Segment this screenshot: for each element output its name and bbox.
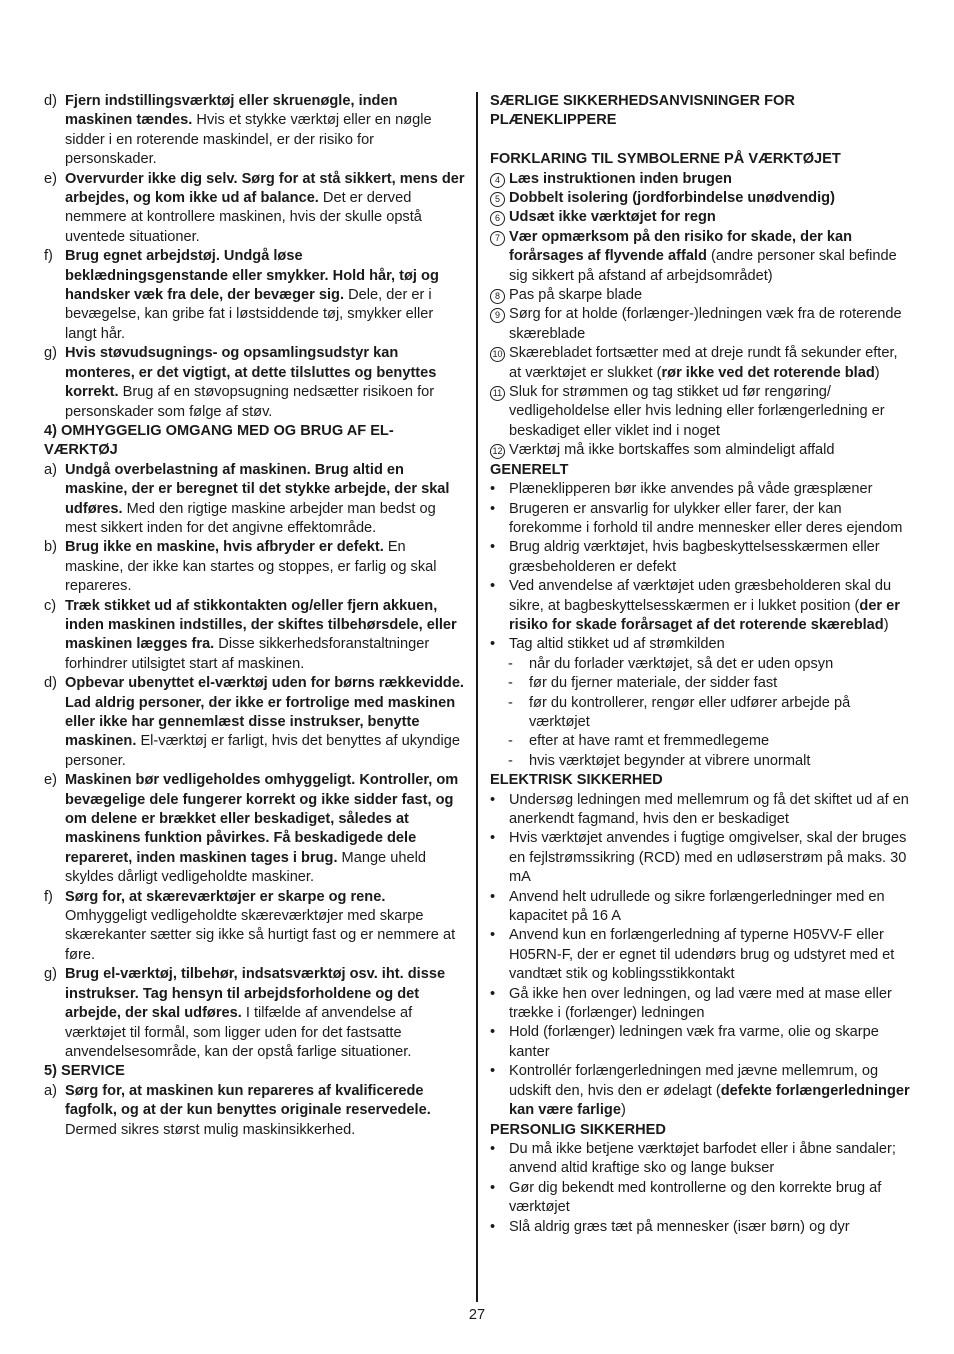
circled-number-icon: 12 xyxy=(490,444,505,459)
right-column xyxy=(490,92,910,1237)
item-bold-text: Opbevar ubenyttet el-værktøj uden for børns rækkevidde. Lad aldrig personer, der ikke er fortrolige med maskinen eller ikke har gennemlæst disse instrukser, benytte maskinen. xyxy=(65,675,464,750)
numbered-item xyxy=(44,170,466,248)
list-text: ) xyxy=(883,616,889,633)
list-text: Hvis værktøjet anvendes i fugtige omgivelser, skal der bruges en fejlstrømssikring (RCD) med en udløserstrøm på maks. 30 mA xyxy=(509,830,907,886)
dash-item xyxy=(490,732,910,751)
bullet-item xyxy=(490,635,910,654)
circled-number-icon: 4 xyxy=(490,173,505,188)
list-text: Slå aldrig græs tæt på mennesker (især børn) og dyr xyxy=(509,1218,850,1235)
list-text: før du kontrollerer, rengør eller udfører arbejde på værktøjet xyxy=(529,694,851,730)
list-text: Gå ikke hen over ledningen, og lad være med at mase eller trække i (forlænger) ledningen xyxy=(509,985,892,1022)
bullet-icon: • xyxy=(490,1063,496,1080)
circled-number-icon: 10 xyxy=(490,347,505,362)
bullet-icon: • xyxy=(490,985,496,1002)
symbol-bold-text: Dobbelt isolering (jordforbindelse unødvendig) xyxy=(509,190,835,207)
list-text: Anvend helt udrullede og sikre forlængerledninger med en kapacitet på 16 A xyxy=(509,888,885,925)
item-label: c) xyxy=(44,597,57,614)
circled-number-icon: 8 xyxy=(490,289,505,304)
item-bold-text: Træk stikket ud af stikkontakten og/eller fjern akkuen, inden maskinen indstilles, der skiftes tilbehørsdele, eller maskinen lægges fra. xyxy=(65,597,457,653)
list-text: hvis værktøjet begynder at vibrere unormalt xyxy=(529,752,811,769)
bullet-icon: • xyxy=(490,481,496,498)
numbered-item xyxy=(44,461,466,539)
list-text: Du må ikke betjene værktøjet barfodet eller i åbne sandaler; anvend altid kraftige sko og lange bukser xyxy=(509,1140,896,1177)
item-text: Disse sikkerhedsforanstaltninger forhindrer utilsigtet start af maskinen. xyxy=(65,636,430,672)
numbered-item xyxy=(44,597,466,675)
list-text: ) xyxy=(620,1102,626,1119)
item-text: Med den rigtige maskine arbejder man bedst og mest sikkert inden for det angivne effektområde. xyxy=(65,500,436,536)
item-label: e) xyxy=(44,170,57,187)
item-bold-text: Maskinen bør vedligeholdes omhyggeligt. Kontroller, om bevægelige dele fungerer korrekt og ikke sidder fast, og om delene er brækket eller beskadiget, således at maskinens funktion påvirkes. Få beskadigede dele repareret, inden maskinen tages i brug. xyxy=(65,772,459,866)
symbol-bold-text: Vær opmærksom på den risiko for skade, der kan forårsages af flyvende affald xyxy=(509,228,853,265)
dash-icon: - xyxy=(508,752,513,769)
circled-number-icon: 6 xyxy=(490,211,505,226)
numbered-item xyxy=(44,1082,466,1140)
item-label: g) xyxy=(44,345,57,362)
item-text: Omhyggeligt vedligeholdte skæreværktøjer med skarpe skærekanter sætter sig ikke så hurtigt fast og er nemmere at føre. xyxy=(65,908,456,963)
symbol-text: (andre personer skal befinde sig sikkert på afstand af arbejdsområdet) xyxy=(509,248,897,284)
list-text: Plæneklipperen bør ikke anvendes på våde græsplæner xyxy=(509,481,873,498)
list-text: efter at have ramt et fremmedlegeme xyxy=(529,733,770,750)
bullet-item xyxy=(490,1218,910,1237)
item-label: g) xyxy=(44,966,57,983)
numbered-item xyxy=(44,538,466,596)
section-heading: 5) SERVICE xyxy=(44,1063,125,1080)
bullet-icon: • xyxy=(490,1140,496,1157)
item-bold-text: Fjern indstillingsværktøj eller skruenøgle, inden maskinen tændes. xyxy=(65,93,398,129)
symbol-bold-text: Udsæt ikke værktøjet for regn xyxy=(509,209,716,226)
item-text: Mange uheld skyldes dårligt vedligeholdte maskiner. xyxy=(65,849,426,886)
circled-number-icon: 11 xyxy=(490,386,505,401)
numbered-item xyxy=(44,92,466,170)
symbol-bold-text: rør ikke ved det roterende blad xyxy=(661,364,875,381)
item-bold-text: Overvurder ikke dig selv. Sørg for at stå sikkert, mens der arbejdes, og kom ikke ud af balance. xyxy=(65,170,465,207)
numbered-item xyxy=(44,247,466,344)
numbered-item xyxy=(44,771,466,887)
item-text: Brug af en støvopsugning nedsætter risikoen for personskader som følge af støv. xyxy=(65,384,435,420)
bullet-item xyxy=(490,1062,910,1120)
list-text: før du fjerner materiale, der sidder fast xyxy=(529,675,778,692)
bullet-item xyxy=(490,926,910,984)
bullet-icon: • xyxy=(490,1024,496,1041)
item-text: Dermed sikres størst mulig maskinsikkerhed. xyxy=(65,1121,356,1138)
item-label: d) xyxy=(44,93,57,109)
item-label: a) xyxy=(44,1082,57,1099)
section-heading: SÆRLIGE SIKKERHEDSANVISNINGER FOR PLÆNEKLIPPERE xyxy=(490,93,795,129)
page-number: 27 xyxy=(468,1307,486,1323)
symbol-item xyxy=(490,189,910,208)
circled-number-icon: 7 xyxy=(490,231,505,246)
item-text: En maskine, der ikke kan startes og stoppes, er farlig og skal repareres. xyxy=(65,539,437,595)
bullet-item xyxy=(490,1179,910,1218)
numbered-item xyxy=(44,888,466,966)
bullet-icon: • xyxy=(490,1218,496,1235)
section-heading: FORKLARING TIL SYMBOLERNE PÅ VÆRKTØJET xyxy=(490,151,841,168)
bullet-item xyxy=(490,538,910,577)
bullet-item xyxy=(490,791,910,830)
left-column xyxy=(44,92,466,1140)
list-text: Brug aldrig værktøjet, hvis bagbeskyttelsesskærmen eller græsbeholderen er defekt xyxy=(509,539,880,575)
symbol-item xyxy=(490,170,910,189)
item-bold-text: Brug el-værktøj, tilbehør, indsatsværktøj osv. iht. disse instrukser. Tag hensyn til arbejdsforholdene og det arbejde, der skal udføres. xyxy=(65,966,446,1022)
bullet-item xyxy=(490,480,910,499)
dash-icon: - xyxy=(508,655,513,672)
item-bold-text: Brug ikke en maskine, hvis afbryder er defekt. xyxy=(65,539,384,556)
item-bold-text: Sørg for, at skæreværktøjer er skarpe og rene. xyxy=(65,888,386,905)
bullet-icon: • xyxy=(490,539,496,556)
symbol-text: Sørg for at holde (forlænger-)ledningen væk fra de roterende skæreblade xyxy=(509,306,902,342)
section-heading: GENERELT xyxy=(490,461,569,478)
symbol-text: Pas på skarpe blade xyxy=(509,287,643,304)
symbol-item xyxy=(490,344,910,383)
list-text: Anvend kun en forlængerledning af typerne H05VV-F eller H05RN-F, der er egnet til udendørs brug og udstyret med et vandtæt stik og koblingsstikkontakt xyxy=(509,927,895,983)
list-text: Ved anvendelse af værktøjet uden græsbeholderen skal du sikre, at bagbeskyttelsesskærmen er i lukket position ( xyxy=(509,578,892,614)
bullet-item xyxy=(490,500,910,539)
column-divider xyxy=(476,92,478,1302)
symbol-item xyxy=(490,305,910,344)
numbered-item xyxy=(44,965,466,1062)
numbered-item xyxy=(44,674,466,771)
spacer xyxy=(490,131,910,150)
bullet-item xyxy=(490,577,910,635)
section-heading: ELEKTRISK SIKKERHED xyxy=(490,772,663,789)
list-text: Gør dig bekendt med kontrollerne og den korrekte brug af værktøjet xyxy=(509,1179,882,1216)
bullet-item xyxy=(490,1140,910,1179)
symbol-item xyxy=(490,228,910,286)
item-bold-text: Undgå overbelastning af maskinen. Brug altid en maskine, der er beregnet til det stykke arbejde, der skal udføres. xyxy=(65,461,450,517)
item-label: d) xyxy=(44,675,57,692)
bullet-icon: • xyxy=(490,578,496,595)
symbol-text: ) xyxy=(874,364,880,381)
bullet-icon: • xyxy=(490,636,496,653)
list-bold-text: der er risiko for skade forårsaget af det roterende skæreblad xyxy=(509,597,900,633)
dash-item xyxy=(490,655,910,674)
symbol-bold-text: Læs instruktionen inden brugen xyxy=(509,170,732,187)
bullet-icon: • xyxy=(490,830,496,847)
dash-item xyxy=(490,752,910,771)
list-bold-text: defekte forlængerledninger kan være farlige xyxy=(509,1082,910,1119)
symbol-text: Sluk for strømmen og tag stikket ud før rengøring/ vedligeholdelse eller hvis ledning eller forlængerledning er beskadiget eller viklet ind i noget xyxy=(509,384,885,439)
item-label: f) xyxy=(44,248,53,265)
symbol-text: Skærebladet fortsætter med at dreje rundt få sekunder efter, at værktøjet er slukket ( xyxy=(509,345,898,381)
list-text: Brugeren er ansvarlig for ulykker eller farer, der kan forekomme i forhold til andre mennesker eller deres ejendom xyxy=(509,500,903,536)
section-heading: PERSONLIG SIKKERHED xyxy=(490,1121,666,1138)
bullet-item xyxy=(490,985,910,1024)
item-text: I tilfælde af anvendelse af værktøjet til formål, som ligger uden for det fastsatte anvendelsesområde, kan der opstå farlige situationer. xyxy=(65,1005,413,1060)
item-text: El-værktøj er farligt, hvis det benyttes af ukyndige personer. xyxy=(65,733,461,769)
dash-icon: - xyxy=(508,694,513,711)
dash-icon: - xyxy=(508,675,513,692)
dash-item xyxy=(490,674,910,693)
bullet-icon: • xyxy=(490,927,496,944)
numbered-item xyxy=(44,344,466,422)
symbol-item xyxy=(490,441,910,460)
symbol-item xyxy=(490,383,910,441)
item-text: Dele, der er i bevægelse, kan gribe fat i løstsiddende tøj, smykker eller langt hår. xyxy=(65,287,434,342)
bullet-item xyxy=(490,829,910,887)
item-text: Hvis et stykke værktøj eller en nøgle sidder i en roterende maskindel, er der risiko for personskader. xyxy=(65,112,432,168)
symbol-text: Værktøj må ikke bortskaffes som almindeligt affald xyxy=(509,442,835,459)
item-text: Det er derved nemmere at kontrollere maskinen, hvis der skulle opstå uventede situationer. xyxy=(65,190,422,245)
dash-icon: - xyxy=(508,733,513,750)
item-label: a) xyxy=(44,461,57,478)
list-text: når du forlader værktøjet, så det er uden opsyn xyxy=(529,655,834,672)
item-label: f) xyxy=(44,888,53,905)
bullet-icon: • xyxy=(490,500,496,517)
item-bold-text: Sørg for, at maskinen kun repareres af kvalificerede fagfolk, og at der kun benyttes originale reservedele. xyxy=(65,1082,431,1119)
dash-item xyxy=(490,694,910,733)
section-heading: 4) OMHYGGELIG OMGANG MED OG BRUG AF EL-VÆRKTØJ xyxy=(44,422,394,459)
bullet-icon: • xyxy=(490,1179,496,1196)
list-text: Undersøg ledningen med mellemrum og få det skiftet ud af en anerkendt fagmand, hvis den er beskadiget xyxy=(509,791,909,828)
bullet-icon: • xyxy=(490,791,496,808)
item-label: b) xyxy=(44,539,57,556)
item-bold-text: Brug egnet arbejdstøj. Undgå løse beklædningsgenstande eller smykker. Hold hår, tøj og handsker væk fra dele, der bevæger sig. xyxy=(65,248,439,304)
list-text: Tag altid stikket ud af strømkilden xyxy=(509,636,725,653)
item-bold-text: Hvis støvudsugnings- og opsamlingsudstyr kan monteres, er det vigtigt, at dette tilsluttes og benyttes korrekt. xyxy=(65,345,437,401)
symbol-item xyxy=(490,208,910,227)
list-text: Hold (forlænger) ledningen væk fra varme, olie og skarpe kanter xyxy=(509,1024,879,1060)
circled-number-icon: 9 xyxy=(490,308,505,323)
circled-number-icon: 5 xyxy=(490,192,505,207)
bullet-item xyxy=(490,888,910,927)
bullet-icon: • xyxy=(490,888,496,905)
item-label: e) xyxy=(44,772,57,789)
list-text: Kontrollér forlængerledningen med jævne mellemrum, og udskift den, hvis den er ødelagt ( xyxy=(509,1063,879,1099)
bullet-item xyxy=(490,1023,910,1062)
symbol-item xyxy=(490,286,910,305)
